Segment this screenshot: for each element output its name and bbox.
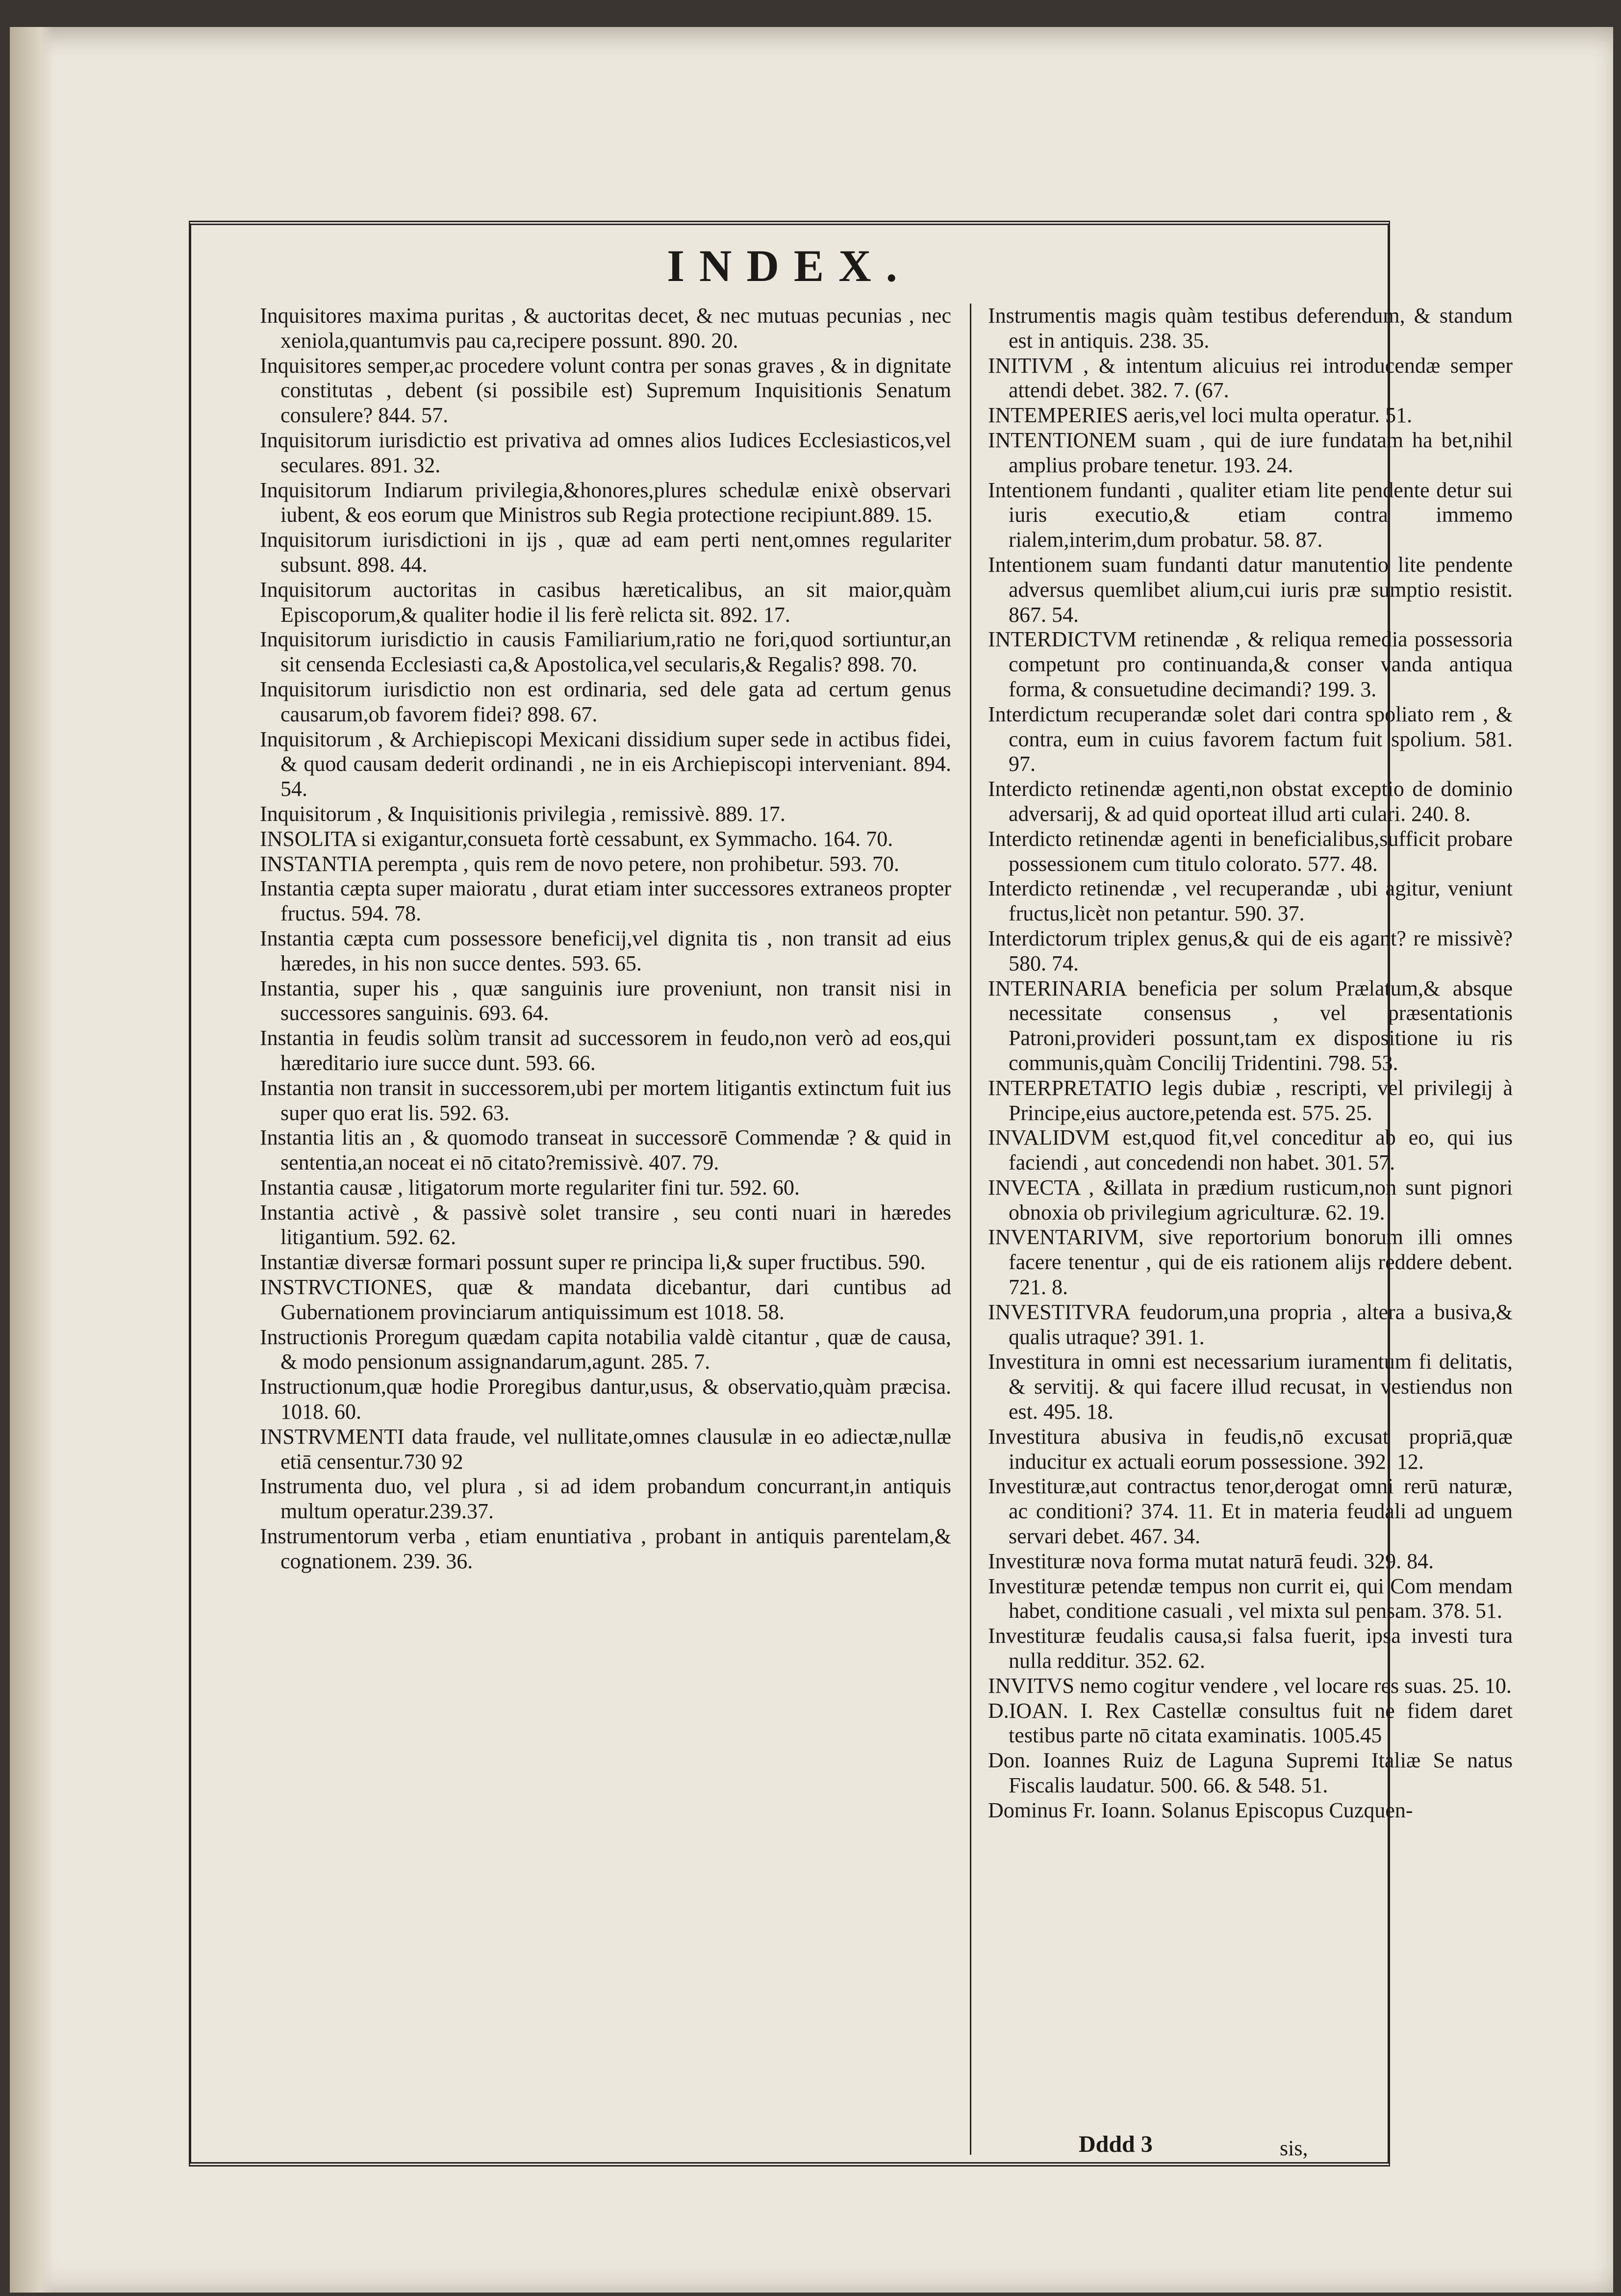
index-entry: INSTRVMENTI data fraude, vel nullitate,omnes clausulæ in eo adiectæ,nullæ etiā censentur.730 92 <box>260 1424 951 1474</box>
index-entry: INSOLITA si exigantur,consueta fortè cessabunt, ex Symmacho. 164. 70. <box>260 826 893 851</box>
index-entry: INTERINARIA beneficia per solum Prælatum,& absque necessitate consensus , vel præsentationis Patroni,provideri possunt,tam ex dispositione iu ris communis,quàm Concilij Tridentini. 798. 53. <box>988 976 1513 1075</box>
book-page <box>10 27 1613 2293</box>
index-entry: D.IOAN. I. Rex Castellæ consultus fuit ne fidem daret testibus parte nō citata examinatis. 1005.45 <box>988 1698 1513 1748</box>
index-entry: Inquisitorum iurisdictio non est ordinaria, sed dele gata ad certum genus causarum,ob favorem fidei? 898. 67. <box>260 677 951 726</box>
index-entry: INVECTA , &illata in prædium rusticum,non sunt pignori obnoxia ob privilegium agriculturæ. 62. 19. <box>988 1175 1513 1225</box>
index-entry: Interdictorum triplex genus,& qui de eis agant? re missivè? 580. 74. <box>988 926 1513 975</box>
index-entry: INTERDICTVM retinendæ , & reliqua remedia possessoria competunt pro continuanda,& conser vanda antiqua forma, & consuetudine decimandi? 199. 3. <box>988 627 1513 701</box>
index-entry: Investituræ,aut contractus tenor,derogat omni rerū naturæ, ac conditioni? 374. 11. Et in materia feudali ad unguem servari debet. 467. 34. <box>988 1474 1513 1549</box>
index-entry: Instantia litis an , & quomodo transeat in successorē Commendæ ? & quid in sententia,an noceat ei nō citato?remissivè. 407. 79. <box>260 1125 951 1175</box>
index-entry: Inquisitores maxima puritas , & auctoritas decet, & nec mutuas pecunias , nec xeniola,quantumvis pau ca,recipere possunt. 890. 20. <box>260 304 951 353</box>
right-column <box>988 304 1513 2155</box>
index-entry: Intentionem suam fundanti datur manutentio lite pendente adversus quemlibet alium,cui iuris præ sumptio resistit. 867. 54. <box>988 552 1513 627</box>
index-entry: Investitura in omni est necessarium iuramentum fi delitatis, & servitij. & qui facere illud recusat, in vestiendus non est. 495. 18. <box>988 1350 1513 1424</box>
page-title: INDEX. <box>667 241 912 291</box>
index-entry: INVENTARIVM, sive reportorium bonorum illi omnes facere tenentur , qui de eis rationem alijs reddere debent. 721. 8. <box>988 1225 1513 1300</box>
index-entry: INVALIDVM est,quod fit,vel conceditur ab eo, qui ius faciendi , aut concedendi non habet. 301. 57. <box>988 1125 1513 1175</box>
index-entry: Interdicto retinendæ , vel recuperandæ , ubi agitur, veniunt fructus,licèt non petantur. 590. 37. <box>988 876 1513 926</box>
index-entry: Inquisitorum auctoritas in casibus hæreticalibus, an sit maior,quàm Episcoporum,& qualiter hodie il lis ferè relicta sit. 892. 17. <box>260 577 951 627</box>
index-entry: Instructionis Proregum quædam capita notabilia valdè citantur , quæ de causa, & modo pensionum assignandarum,agunt. 285. 7. <box>260 1325 951 1374</box>
index-entry: Intentionem fundanti , qualiter etiam lite pendente detur sui iuris executio,& etiam contra immemo rialem,interim,dum probatur. 58. 87. <box>988 478 1513 552</box>
index-entry: Instantia, super his , quæ sanguinis iure proveniunt, non transit nisi in successores sanguinis. 693. 64. <box>260 976 951 1025</box>
index-entry: INTERPRETATIO legis dubiæ , rescripti, vel privilegij à Principe,eius auctore,petenda est. 575. 25. <box>988 1075 1513 1125</box>
signature-mark: Dddd 3 <box>1079 2131 1153 2157</box>
index-entry: Dominus Fr. Ioann. Solanus Episcopus Cuzquen- <box>988 1798 1413 1822</box>
index-entry: Instantia activè , & passivè solet transire , seu conti nuari in hæredes litigantium. 592. 62. <box>260 1200 951 1250</box>
column-divider <box>970 304 971 2155</box>
index-entry: Investituræ nova forma mutat naturā feudi. 329. 84. <box>988 1549 1434 1573</box>
index-entry: Inquisitorum , & Inquisitionis privilegia , remissivè. 889. 17. <box>260 801 785 826</box>
index-entry: Instantiæ diversæ formari possunt super re principa li,& super fructibus. 590. <box>260 1250 926 1275</box>
index-entry: Investitura abusiva in feudis,nō excusat propriā,quæ inducitur ex actuali eorum possessione. 392. 12. <box>988 1424 1513 1474</box>
index-entry: Inquisitorum iurisdictio in causis Familiarium,ratio ne fori,quod sortiuntur,an sit censenda Ecclesiasti ca,& Apostolica,vel secularis,& Regalis? 898. 70. <box>260 627 951 677</box>
index-entry: Inquisitores semper,ac procedere volunt contra per sonas graves , & in dignitate constitutas , debent (si possibile est) Supremum Inquisitionis Senatum consulere? 844. 57. <box>260 353 951 428</box>
index-entry: Instantia non transit in successorem,ubi per mortem litigantis extinctum fuit ius super quo erat lis. 592. 63. <box>260 1075 951 1125</box>
page-binding-shadow <box>10 27 54 2293</box>
index-entry: Inquisitorum , & Archiepiscopi Mexicani dissidium super sede in actibus fidei, & quod causam dederit ordinandi , ne in eis Archiepiscopi interveniant. 894. 54. <box>260 727 951 801</box>
index-entry: INVESTITVRA feudorum,una propria , altera a busiva,& qualis utraque? 391. 1. <box>988 1300 1513 1349</box>
index-entry: Instantia causæ , litigatorum morte regulariter fini tur. 592. 60. <box>260 1175 800 1199</box>
index-entry: Investituræ feudalis causa,si falsa fuerit, ipsa investi tura nulla redditur. 352. 62. <box>988 1624 1513 1673</box>
index-entry: Instructionum,quæ hodie Proregibus dantur,usus, & observatio,quàm præcisa. 1018. 60. <box>260 1375 951 1424</box>
index-entry: Investituræ petendæ tempus non currit ei, qui Com mendam habet, conditione casuali , vel mixta sul pensam. 378. 51. <box>988 1574 1513 1623</box>
index-entry: INSTANTIA perempta , quis rem de novo petere, non prohibetur. 593. 70. <box>260 851 899 876</box>
catchword: sis, <box>1280 2136 1308 2160</box>
index-entry: INITIVM , & intentum alicuius rei introducendæ semper attendi debet. 382. 7. (67. <box>988 353 1513 403</box>
index-entry: INVITVS nemo cogitur vendere , vel locare res suas. 25. 10. <box>988 1673 1512 1698</box>
left-column <box>260 304 951 2155</box>
index-entry: INSTRVCTIONES, quæ & mandata dicebantur, dari cuntibus ad Gubernationem provinciarum antiquissimum est 1018. 58. <box>260 1275 951 1324</box>
index-entry: Interdicto retinendæ agenti in beneficialibus,sufficit probare possessionem cum titulo colorato. 577. 48. <box>988 826 1513 876</box>
index-entry: Instantia in feudis solùm transit ad successorem in feudo,non verò ad eos,qui hæreditario iure succe dunt. 593. 66. <box>260 1026 951 1075</box>
index-entry: Interdictum recuperandæ solet dari contra spoliato rem , & contra, eum in cuius favorem factum fuit spolium. 581. 97. <box>988 702 1513 776</box>
index-entry: Don. Ioannes Ruiz de Laguna Supremi Italiæ Se natus Fiscalis laudatur. 500. 66. & 548. 51. <box>988 1748 1513 1798</box>
index-entry: Inquisitorum iurisdictioni in ijs , quæ ad eam perti nent,omnes regulariter subsunt. 898. 44. <box>260 528 951 577</box>
index-entry: Instrumenta duo, vel plura , si ad idem probandum concurrant,in antiquis multum operatur.239.37. <box>260 1474 951 1524</box>
index-entry: Instrumentis magis quàm testibus deferendum, & standum est in antiquis. 238. 35. <box>988 304 1513 353</box>
index-entry: INTENTIONEM suam , qui de iure fundatam ha bet,nihil amplius probare tenetur. 193. 24. <box>988 428 1513 477</box>
index-entry: INTEMPERIES aeris,vel loci multa operatur. 51. <box>988 403 1413 428</box>
index-entry: Instantia cæpta super maioratu , durat etiam inter successores extraneos propter fructus. 594. 78. <box>260 876 951 926</box>
index-entry: Inquisitorum iurisdictio est privativa ad omnes alios Iudices Ecclesiasticos,vel seculares. 891. 32. <box>260 428 951 477</box>
index-entry: Instantia cæpta cum possessore beneficij,vel dignita tis , non transit ad eius hæredes, in his non succe dentes. 593. 65. <box>260 926 951 975</box>
index-entry: Instrumentorum verba , etiam enuntiativa , probant in antiquis parentelam,& cognationem. 239. 36. <box>260 1524 951 1573</box>
index-entry: Interdicto retinendæ agenti,non obstat exceptio de dominio adversarij, & ad quid oporteat illud arti culari. 240. 8. <box>988 777 1513 826</box>
index-entry: Inquisitorum Indiarum privilegia,&honores,plures schedulæ enixè observari iubent, & eos eorum que Ministros sub Regia protectione recipiunt.889. 15. <box>260 478 951 527</box>
text-frame <box>189 221 1513 2167</box>
